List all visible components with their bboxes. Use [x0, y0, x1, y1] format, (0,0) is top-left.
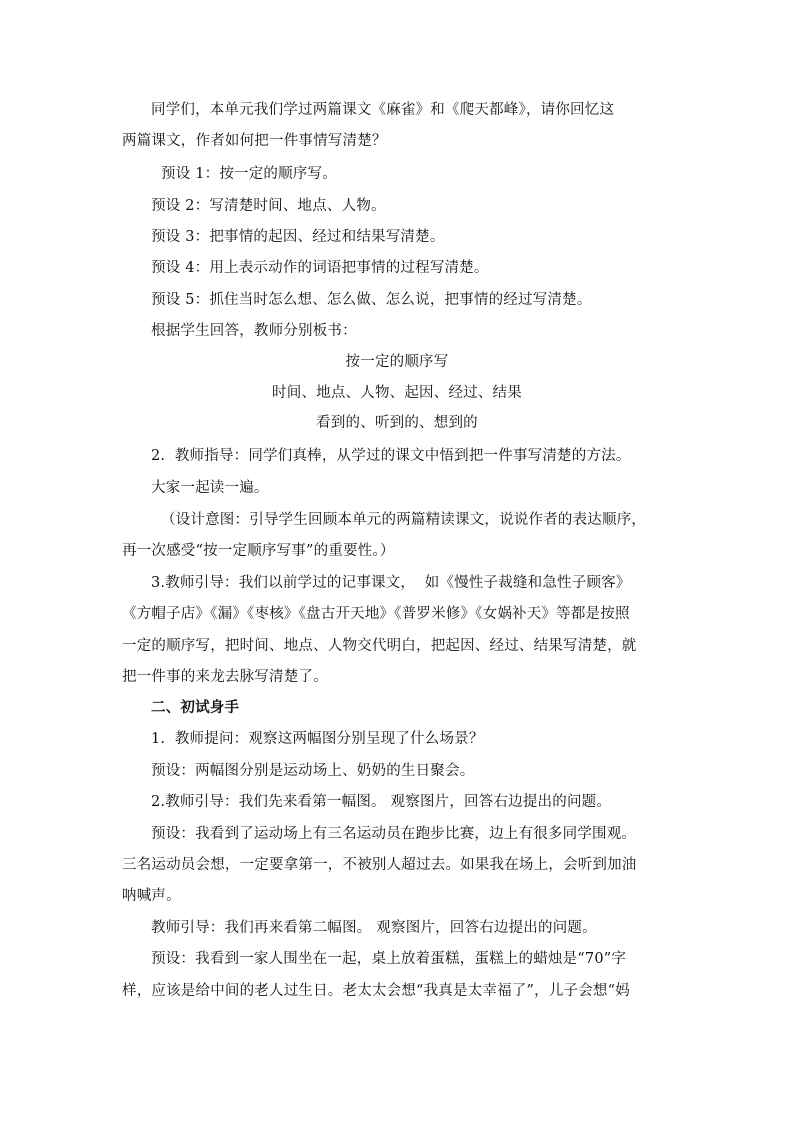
step-3-line1: 3.教师引导：我们以前学过的记事课文， 如《慢性子裁缝和急性子顾客》 — [151, 575, 631, 591]
teacher-guide-picture-2: 教师引导：我们再来看第二幅图。 观察图片，回答右边提出的问题。 — [151, 920, 597, 936]
preset-scenes: 预设：两幅图分别是运动场上、奶奶的生日聚会。 — [151, 763, 475, 779]
design-intent-line1: （设计意图：引导学生回顾本单元的两篇精读课文，说说作者的表达顺序， — [161, 512, 647, 528]
preset-picture-1-line2: 三名运动员会想，一定要拿第一，不被别人超过去。如果我在场上，会听到加油 — [122, 857, 637, 873]
preset-picture-1-line3: 呐喊声。 — [122, 888, 181, 904]
board-writing-intro: 根据学生回答，教师分别板书： — [151, 323, 357, 339]
step-2-read-aloud: 大家一起读一遍。 — [151, 480, 269, 496]
preset-picture-2-line1: 预设：我看到一家人围坐在一起，桌上放着蛋糕，蛋糕上的蜡烛是“70”字 — [151, 951, 627, 967]
paragraph-intro-line1: 同学们，本单元我们学过两篇课文《麻雀》和《爬天都峰》，请你回忆这 — [151, 102, 615, 118]
step-3-line4: 把一件事的来龙去脉写清楚了。 — [122, 669, 328, 685]
step-3-line3: 一定的顺序写，把时间、地点、人物交代明白，把起因、经过、结果写清楚，就 — [122, 638, 637, 654]
preset-1: 预设 1：按一定的顺序写。 — [161, 166, 337, 182]
board-writing-line1: 按一定的顺序写 — [345, 354, 449, 370]
board-writing-line3: 看到的、听到的、想到的 — [316, 415, 478, 431]
preset-picture-1-line1: 预设：我看到了运动场上有三名运动员在跑步比赛，边上有很多同学围观。 — [151, 826, 637, 842]
preset-picture-2-line2: 样，应该是给中间的老人过生日。老太太会想“我真是太幸福了”，儿子会想“妈 — [122, 983, 630, 999]
step-2-guidance: 2. 教师指导：同学们真棒，从学过的课文中悟到把一件事写清楚的方法。 — [151, 448, 631, 464]
teacher-question: 1. 教师提问：观察这两幅图分别呈现了什么场景？ — [151, 731, 484, 747]
section-heading-2: 二、初试身手 — [151, 699, 240, 716]
design-intent-line2: 再一次感受“按一定顺序写事”的重要性。） — [122, 543, 395, 559]
board-writing-line2: 时间、地点、人物、起因、经过、结果 — [272, 385, 522, 401]
preset-2: 预设 2：写清楚时间、地点、人物。 — [151, 198, 386, 214]
preset-5: 预设 5：抓住当时怎么想、怎么做、怎么说，把事情的经过写清楚。 — [151, 292, 592, 308]
preset-3: 预设 3：把事情的起因、经过和结果写清楚。 — [151, 229, 445, 245]
step-3-line2: 《方帽子店》《漏》《枣核》《盘古开天地》《普罗米修》《女娲补天》等都是按照 — [122, 606, 630, 622]
paragraph-intro-line2: 两篇课文，作者如何把一件事情写清楚？ — [122, 133, 387, 149]
preset-4: 预设 4：用上表示动作的词语把事情的过程写清楚。 — [151, 260, 489, 276]
teacher-guide-picture-1: 2.教师引导：我们先来看第一幅图。 观察图片，回答右边提出的问题。 — [151, 794, 612, 810]
